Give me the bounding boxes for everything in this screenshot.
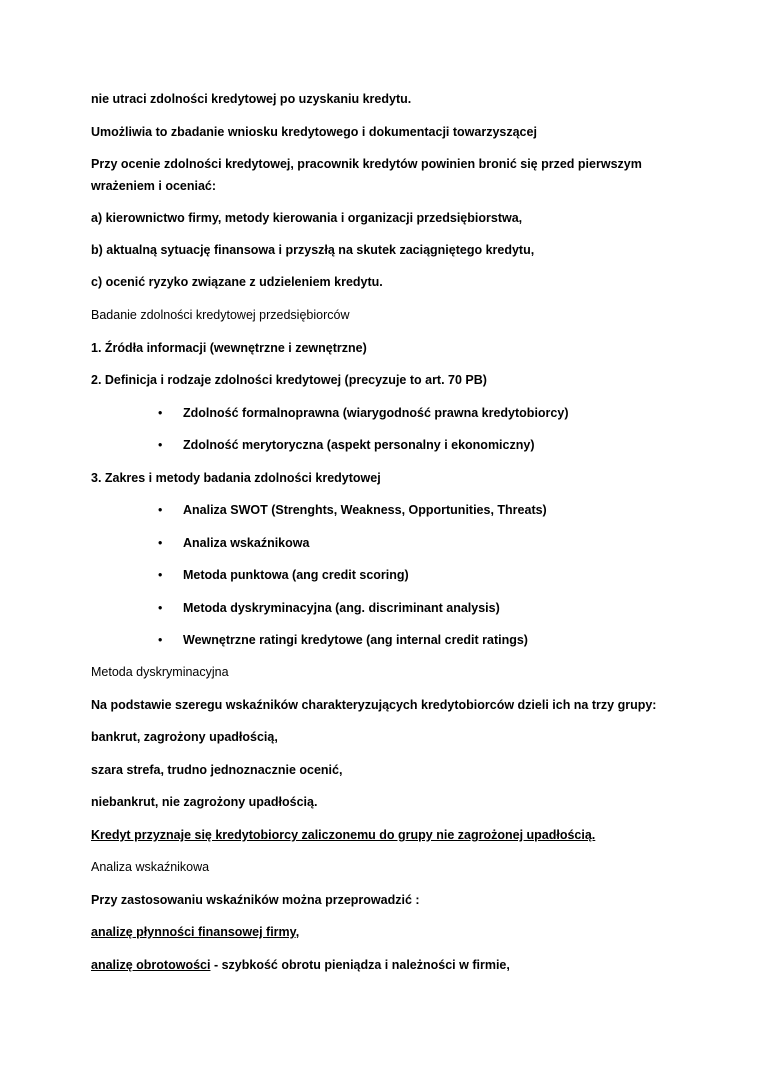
bullet-item [158, 405, 568, 421]
list-item-b: b) aktualną sytuację finansowa i przyszłą na skutek zaciągniętego kredytu, [91, 243, 535, 257]
paragraph-discriminant-intro: Na podstawie szeregu wskaźników charakteryzujących kredytobiorców dzieli ich na trzy grupy: [91, 698, 657, 712]
bullet-icon: • [158, 601, 163, 615]
section-heading-ratio-analysis: Analiza wskaźnikowa [91, 860, 210, 874]
bullet-text: Analiza wskaźnikowa [183, 536, 310, 550]
paragraph-assessment-line2: wrażeniem i oceniać: [91, 179, 217, 193]
numbered-item-1: 1. Źródła informacji (wewnętrzne i zewnętrzne) [91, 341, 367, 355]
turnover-analysis-term: analizę obrotowości [91, 958, 211, 972]
paragraph-ratio-intro: Przy zastosowaniu wskaźników można przeprowadzić : [91, 893, 420, 907]
bullet-icon: • [158, 438, 163, 452]
bullet-icon: • [158, 503, 163, 517]
bullet-icon: • [158, 406, 163, 420]
paragraph-examination: Umożliwia to zbadanie wniosku kredytowego i dokumentacji towarzyszącej [91, 125, 537, 139]
group-non-bankrupt: niebankrut, nie zagrożony upadłością. [91, 795, 318, 809]
bullet-text: Analiza SWOT (Strenghts, Weakness, Opportunities, Threats) [183, 503, 547, 517]
group-bankrupt: bankrut, zagrożony upadłością, [91, 730, 278, 744]
bullet-item [158, 437, 534, 453]
bullet-icon: • [158, 633, 163, 647]
bullet-item [158, 535, 309, 551]
bullet-icon: • [158, 536, 163, 550]
numbered-item-2: 2. Definicja i rodzaje zdolności kredytowej (precyzuje to art. 70 PB) [91, 373, 487, 387]
numbered-item-3: 3. Zakres i metody badania zdolności kredytowej [91, 471, 381, 485]
bullet-text: Metoda dyskryminacyjna (ang. discriminant analysis) [183, 601, 500, 615]
paragraph-credit-granted: Kredyt przyznaje się kredytobiorcy zaliczonemu do grupy nie zagrożonej upadłością. [91, 828, 596, 842]
paragraph-assessment-line1: Przy ocenie zdolności kredytowej, pracownik kredytów powinien bronić się przed pierwszym [91, 157, 642, 171]
bullet-text: Zdolność merytoryczna (aspekt personalny i ekonomiczny) [183, 438, 535, 452]
ratio-item-turnover [91, 957, 510, 973]
list-item-a: a) kierownictwo firmy, metody kierowania i organizacji przedsiębiorstwa, [91, 211, 523, 225]
section-heading-credit-capacity-research: Badanie zdolności kredytowej przedsiębiorców [91, 308, 350, 322]
bullet-item [158, 632, 528, 648]
bullet-icon: • [158, 568, 163, 582]
bullet-item [158, 567, 409, 583]
group-grey-zone: szara strefa, trudno jednoznacznie ocenić, [91, 763, 343, 777]
bullet-item [158, 502, 547, 518]
list-item-c: c) ocenić ryzyko związane z udzieleniem kredytu. [91, 275, 383, 289]
paragraph-credit-capacity-end: nie utraci zdolności kredytowej po uzyskaniu kredytu. [91, 92, 412, 106]
section-heading-discriminant-method: Metoda dyskryminacyjna [91, 665, 229, 679]
bullet-text: Zdolność formalnoprawna (wiarygodność prawna kredytobiorcy) [183, 406, 569, 420]
bullet-text: Metoda punktowa (ang credit scoring) [183, 568, 409, 582]
bullet-item [158, 600, 500, 616]
bullet-text: Wewnętrzne ratingi kredytowe (ang internal credit ratings) [183, 633, 528, 647]
liquidity-analysis-rest: , [295, 925, 300, 939]
turnover-analysis-rest: - szybkość obrotu pieniądza i należności w firmie, [210, 958, 510, 972]
liquidity-analysis-term: analizę płynności finansowej firmy [91, 925, 296, 939]
ratio-item-liquidity [91, 924, 299, 940]
